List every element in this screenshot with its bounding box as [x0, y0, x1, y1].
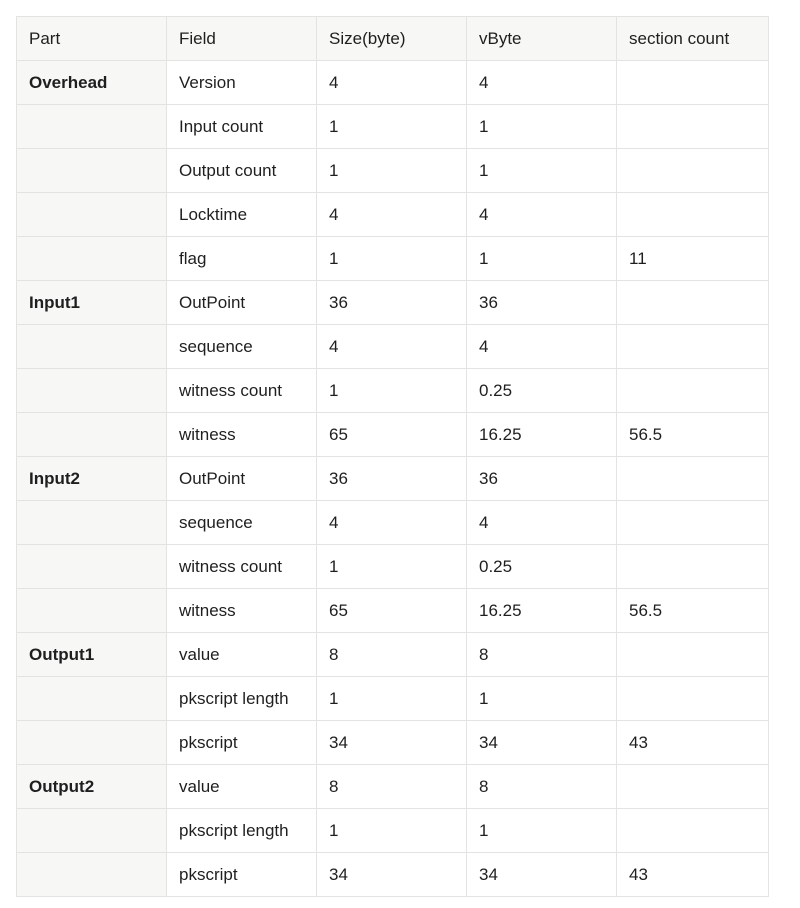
cell-part	[17, 545, 167, 589]
cell-field: witness	[167, 413, 317, 457]
cell-part	[17, 501, 167, 545]
header-section-count: section count	[617, 17, 769, 61]
cell-size: 1	[317, 809, 467, 853]
cell-section-count: 56.5	[617, 589, 769, 633]
cell-part: Input1	[17, 281, 167, 325]
cell-size: 1	[317, 237, 467, 281]
cell-part	[17, 589, 167, 633]
cell-vbyte: 8	[467, 765, 617, 809]
table-row	[17, 237, 769, 281]
cell-part: Output2	[17, 765, 167, 809]
cell-part	[17, 105, 167, 149]
table-row	[17, 325, 769, 369]
cell-size: 4	[317, 193, 467, 237]
cell-vbyte: 36	[467, 281, 617, 325]
cell-size: 8	[317, 765, 467, 809]
cell-part: Overhead	[17, 61, 167, 105]
cell-field: Output count	[167, 149, 317, 193]
cell-size: 1	[317, 105, 467, 149]
table-row	[17, 809, 769, 853]
cell-part	[17, 237, 167, 281]
cell-vbyte: 4	[467, 61, 617, 105]
cell-field: pkscript	[167, 853, 317, 897]
table-row	[17, 677, 769, 721]
header-size: Size(byte)	[317, 17, 467, 61]
cell-size: 1	[317, 149, 467, 193]
table-row	[17, 545, 769, 589]
cell-vbyte: 4	[467, 325, 617, 369]
cell-size: 1	[317, 545, 467, 589]
cell-part	[17, 325, 167, 369]
cell-section-count	[617, 677, 769, 721]
table-row	[17, 281, 769, 325]
cell-section-count	[617, 61, 769, 105]
cell-field: witness	[167, 589, 317, 633]
cell-field: witness count	[167, 545, 317, 589]
table-row	[17, 457, 769, 501]
cell-size: 4	[317, 501, 467, 545]
cell-field: value	[167, 633, 317, 677]
cell-section-count	[617, 765, 769, 809]
cell-field: Input count	[167, 105, 317, 149]
cell-section-count	[617, 105, 769, 149]
cell-size: 8	[317, 633, 467, 677]
cell-field: pkscript length	[167, 809, 317, 853]
cell-part	[17, 721, 167, 765]
cell-part	[17, 809, 167, 853]
cell-vbyte: 4	[467, 501, 617, 545]
cell-part	[17, 193, 167, 237]
cell-section-count: 11	[617, 237, 769, 281]
cell-field: sequence	[167, 325, 317, 369]
cell-field: Version	[167, 61, 317, 105]
table-row	[17, 721, 769, 765]
cell-field: value	[167, 765, 317, 809]
cell-size: 4	[317, 61, 467, 105]
cell-section-count	[617, 193, 769, 237]
cell-part	[17, 149, 167, 193]
cell-size: 34	[317, 721, 467, 765]
cell-vbyte: 1	[467, 105, 617, 149]
cell-section-count	[617, 809, 769, 853]
cell-size: 36	[317, 457, 467, 501]
cell-vbyte: 4	[467, 193, 617, 237]
cell-size: 65	[317, 589, 467, 633]
table-body	[17, 61, 769, 897]
cell-size: 34	[317, 853, 467, 897]
cell-part: Input2	[17, 457, 167, 501]
cell-part	[17, 413, 167, 457]
table-row	[17, 193, 769, 237]
table-row	[17, 501, 769, 545]
cell-section-count	[617, 457, 769, 501]
cell-size: 65	[317, 413, 467, 457]
table-row	[17, 369, 769, 413]
table-row	[17, 149, 769, 193]
cell-vbyte: 34	[467, 721, 617, 765]
cell-section-count	[617, 149, 769, 193]
table-row	[17, 105, 769, 149]
cell-field: flag	[167, 237, 317, 281]
cell-part	[17, 369, 167, 413]
cell-section-count: 56.5	[617, 413, 769, 457]
cell-section-count	[617, 325, 769, 369]
cell-vbyte: 0.25	[467, 369, 617, 413]
header-row	[17, 17, 769, 61]
header-part: Part	[17, 17, 167, 61]
table-row	[17, 589, 769, 633]
cell-size: 1	[317, 369, 467, 413]
cell-field: pkscript	[167, 721, 317, 765]
table-row	[17, 853, 769, 897]
transaction-size-table	[16, 16, 769, 897]
cell-section-count: 43	[617, 721, 769, 765]
cell-vbyte: 16.25	[467, 589, 617, 633]
table-header	[17, 17, 769, 61]
cell-section-count	[617, 369, 769, 413]
cell-vbyte: 1	[467, 149, 617, 193]
cell-field: sequence	[167, 501, 317, 545]
table-row	[17, 765, 769, 809]
cell-section-count	[617, 281, 769, 325]
table-row	[17, 633, 769, 677]
cell-vbyte: 36	[467, 457, 617, 501]
cell-vbyte: 0.25	[467, 545, 617, 589]
cell-size: 1	[317, 677, 467, 721]
cell-field: Locktime	[167, 193, 317, 237]
cell-vbyte: 8	[467, 633, 617, 677]
cell-part	[17, 677, 167, 721]
header-vbyte: vByte	[467, 17, 617, 61]
cell-section-count	[617, 501, 769, 545]
cell-vbyte: 1	[467, 677, 617, 721]
cell-field: witness count	[167, 369, 317, 413]
cell-section-count	[617, 633, 769, 677]
header-field: Field	[167, 17, 317, 61]
cell-vbyte: 1	[467, 237, 617, 281]
cell-vbyte: 16.25	[467, 413, 617, 457]
cell-field: pkscript length	[167, 677, 317, 721]
cell-vbyte: 34	[467, 853, 617, 897]
cell-part	[17, 853, 167, 897]
cell-field: OutPoint	[167, 457, 317, 501]
cell-vbyte: 1	[467, 809, 617, 853]
table-row	[17, 413, 769, 457]
cell-size: 4	[317, 325, 467, 369]
cell-field: OutPoint	[167, 281, 317, 325]
data-table-container	[16, 16, 768, 897]
cell-section-count	[617, 545, 769, 589]
cell-section-count: 43	[617, 853, 769, 897]
cell-size: 36	[317, 281, 467, 325]
table-row	[17, 61, 769, 105]
cell-part: Output1	[17, 633, 167, 677]
